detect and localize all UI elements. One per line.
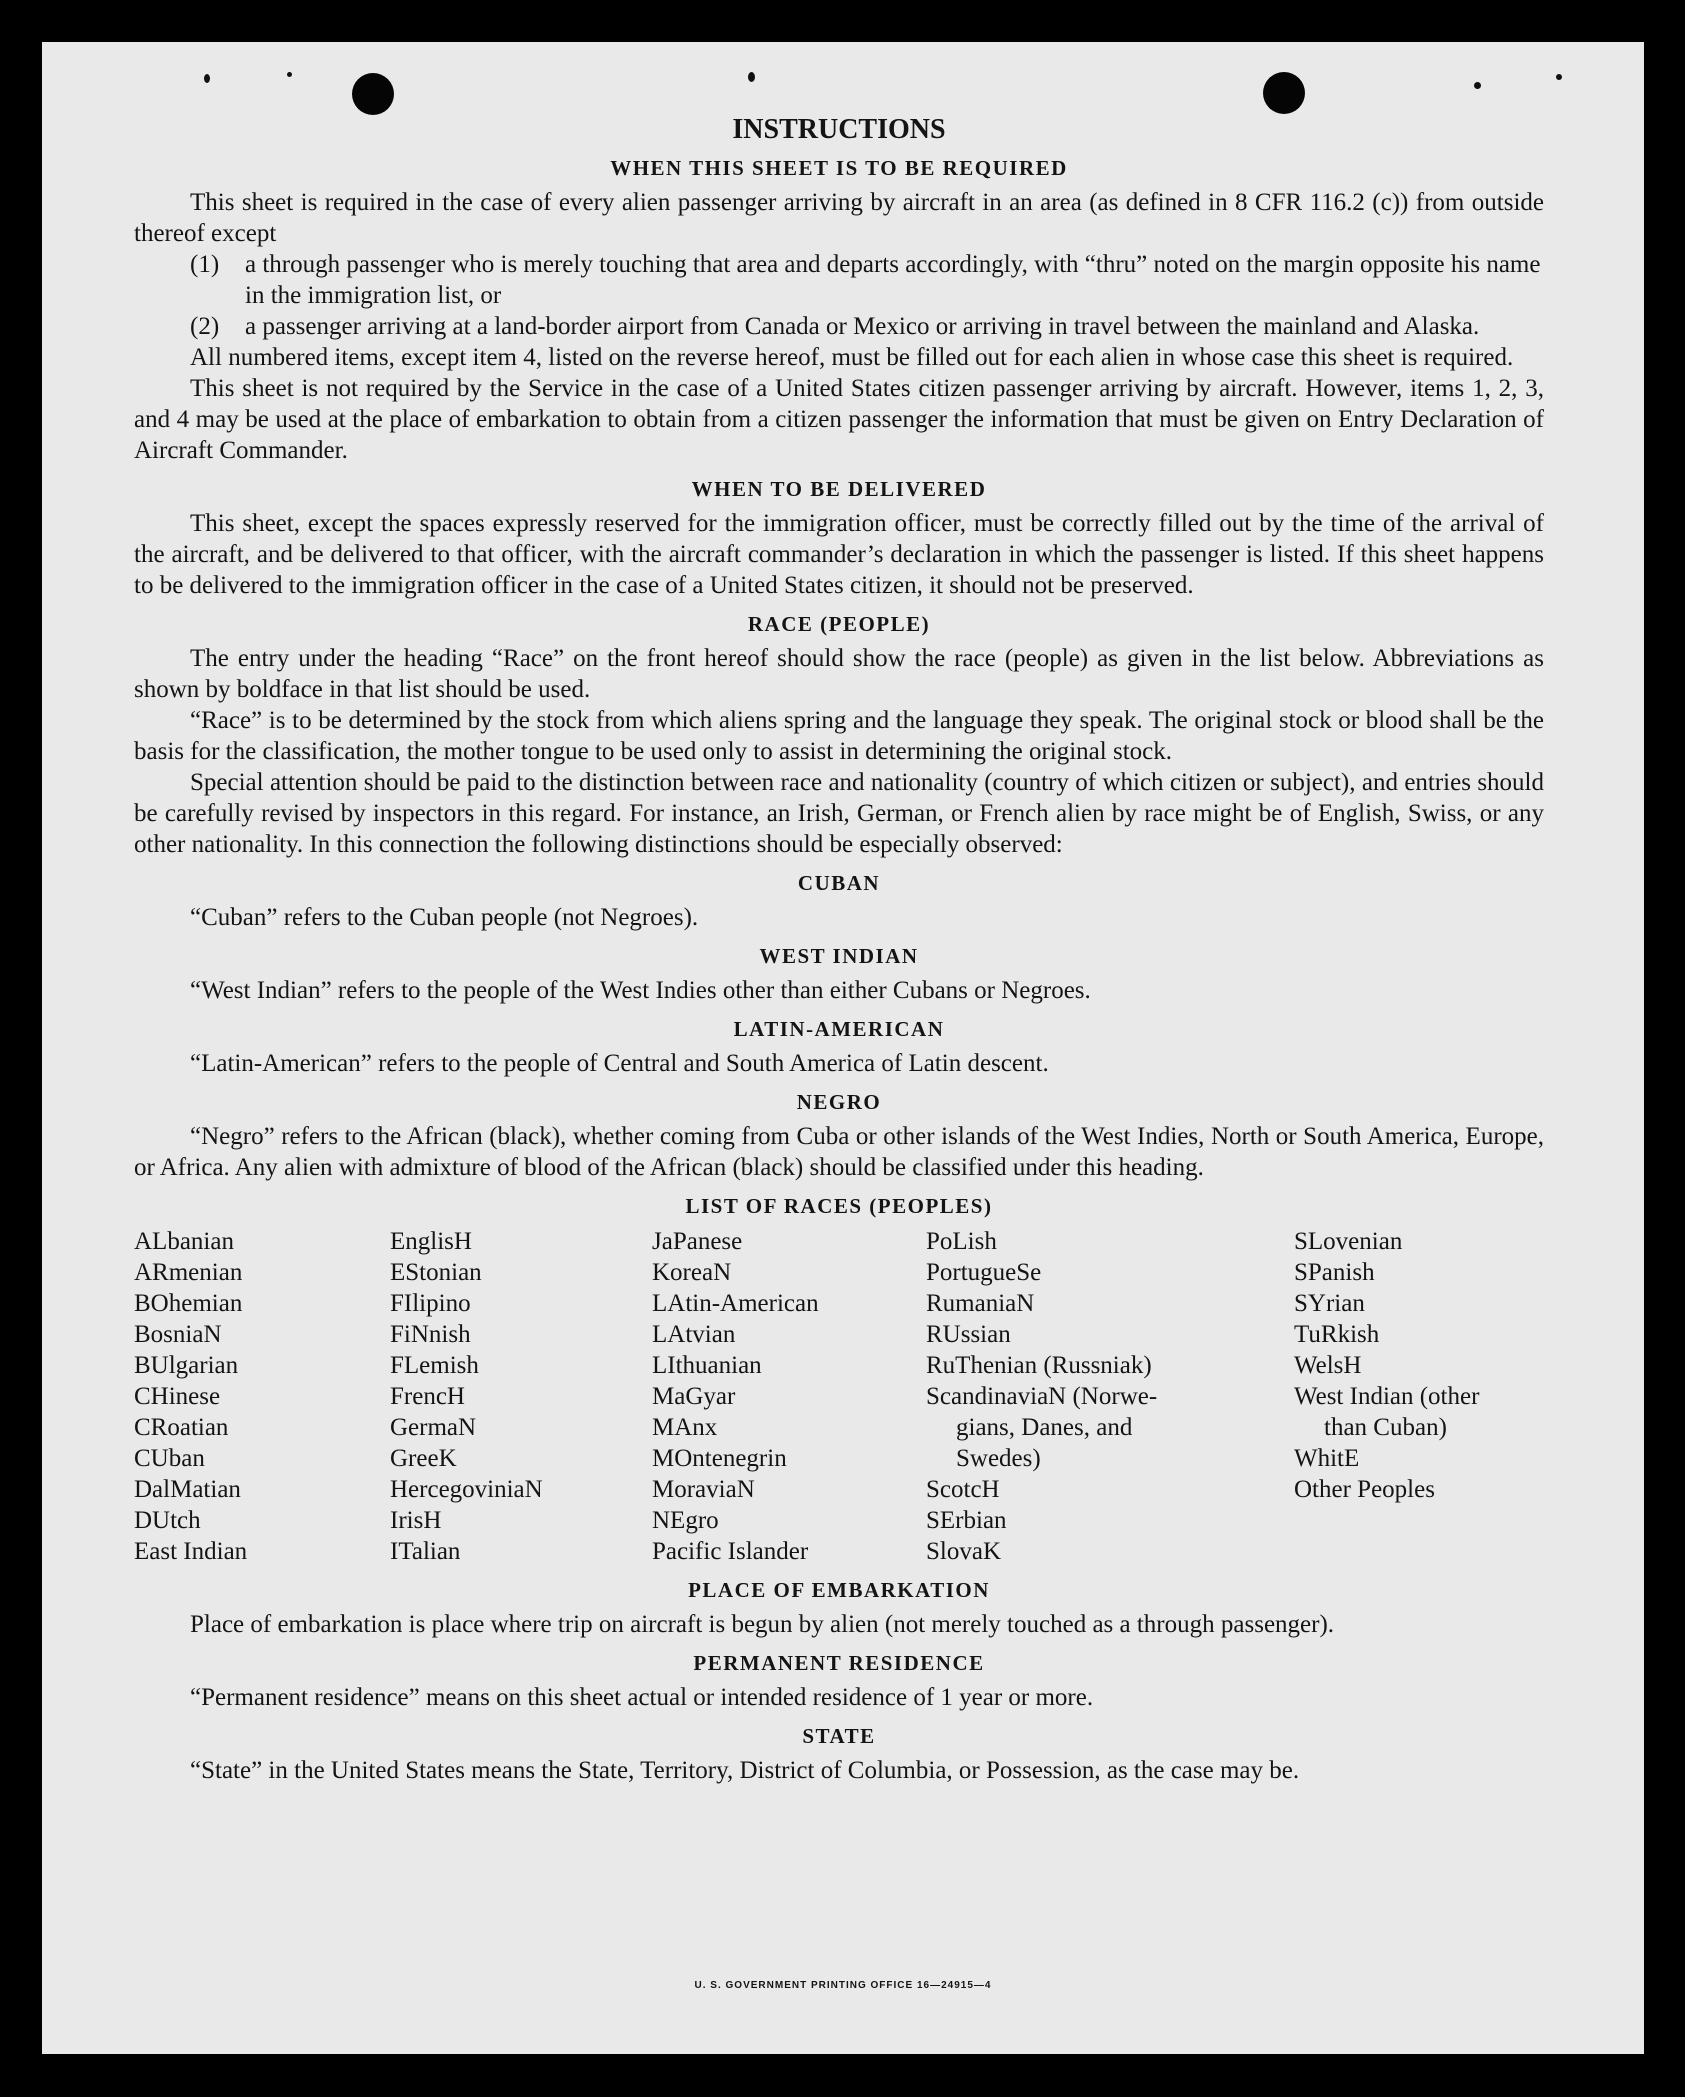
race-entry: Swedes) xyxy=(956,1445,1041,1472)
race-entry: GermaN xyxy=(390,1414,477,1441)
race-entry: RuThenian (Russniak) xyxy=(926,1352,1152,1379)
section-heading: STATE xyxy=(802,1724,876,1748)
paragraph: Place of embarkation is place where trip on aircraft is begun by alien (not merely touched as a through passenger). xyxy=(190,1611,1335,1638)
race-entry: CHinese xyxy=(134,1383,221,1410)
race-entry: SPanish xyxy=(1294,1259,1375,1286)
item-text: a passenger arriving at a land-border airport from Canada or Mexico or arriving in travel between the mainland and Alaska. xyxy=(245,313,1480,340)
race-entry: SYrian xyxy=(1294,1290,1365,1317)
race-entry: FLemish xyxy=(390,1352,479,1379)
section-heading: WHEN TO BE DELIVERED xyxy=(691,477,987,501)
race-column xyxy=(926,1226,1294,1567)
section-heading: LATIN-AMERICAN xyxy=(733,1017,945,1041)
race-entry: LAtvian xyxy=(652,1321,736,1348)
race-entry: MaGyar xyxy=(652,1383,736,1410)
race-entry: FIlipino xyxy=(390,1290,471,1317)
ink-speck xyxy=(1556,74,1562,80)
race-entry: MoraviaN xyxy=(652,1476,755,1503)
item-number: (2) xyxy=(190,313,220,340)
race-entry: than Cuban) xyxy=(1324,1414,1447,1441)
race-entry: SErbian xyxy=(926,1507,1007,1534)
punch-hole-left xyxy=(352,73,394,115)
race-entry: RumaniaN xyxy=(926,1290,1035,1317)
race-entry: IrisH xyxy=(390,1507,442,1534)
race-entry: CRoatian xyxy=(134,1414,229,1441)
race-entry: LIthuanian xyxy=(652,1352,762,1379)
race-entry: ALbanian xyxy=(134,1228,234,1255)
race-entry: WelsH xyxy=(1294,1352,1362,1379)
race-entry: West Indian (other xyxy=(1294,1383,1480,1410)
race-entry: MOntenegrin xyxy=(652,1445,787,1472)
race-entry: Pacific Islander xyxy=(652,1538,809,1565)
race-entry: CUban xyxy=(134,1445,205,1472)
race-entry: BUlgarian xyxy=(134,1352,239,1379)
paragraph: “Latin-American” refers to the people of Central and South America of Latin descent. xyxy=(190,1050,1049,1077)
race-entry: SLovenian xyxy=(1294,1228,1403,1255)
race-entry: BosniaN xyxy=(134,1321,222,1348)
instructions-text xyxy=(134,114,1544,1786)
race-entry: ScotcH xyxy=(926,1476,1000,1503)
punch-hole-right xyxy=(1263,72,1305,114)
race-entry: ARmenian xyxy=(134,1259,243,1286)
race-entry: RUssian xyxy=(926,1321,1011,1348)
ink-speck xyxy=(1474,82,1481,89)
paragraph: Special attention should be paid to the distinction between race and nationality (country of which citizen or subject), and entries should be carefully revised by inspectors in this regard. For instance, an Irish, German, or French alien by race might be of English, Swiss, or any other nationality. In this connection the following distinctions should be especially observed: xyxy=(134,769,1544,858)
race-entry: DalMatian xyxy=(134,1476,241,1503)
race-entry: ITalian xyxy=(390,1538,461,1565)
race-entry: FrencH xyxy=(390,1383,465,1410)
race-entry: NEgro xyxy=(652,1507,719,1534)
paragraph: “West Indian” refers to the people of the West Indies other than either Cubans or Negroes. xyxy=(190,977,1091,1004)
ink-speck xyxy=(748,72,755,82)
ink-speck xyxy=(204,74,210,83)
race-entry: GreeK xyxy=(390,1445,457,1472)
race-entry: East Indian xyxy=(134,1538,248,1565)
race-entry: JaPanese xyxy=(652,1228,743,1255)
section-heading: WEST INDIAN xyxy=(759,944,919,968)
section-heading: PERMANENT RESIDENCE xyxy=(693,1651,985,1675)
race-entry: HercegoviniaN xyxy=(390,1476,543,1503)
paragraph: The entry under the heading “Race” on the front hereof should show the race (people) as given in the list below. Abbreviations as shown by boldface in that list should be used. xyxy=(134,645,1544,703)
ink-speck xyxy=(287,72,292,77)
section-heading: PLACE OF EMBARKATION xyxy=(688,1578,990,1602)
item-text: a through passenger who is merely touching that area and departs accordingly, with “thru” noted on the margin opposite his name in the immigration list, or xyxy=(245,251,1541,309)
race-entry: WhitE xyxy=(1294,1445,1360,1472)
race-entry: gians, Danes, and xyxy=(956,1414,1133,1441)
race-column xyxy=(134,1226,390,1567)
section-heading: NEGRO xyxy=(796,1090,882,1114)
paragraph: This sheet is required in the case of every alien passenger arriving by aircraft in an area (as defined in 8 CFR 116.2 (c)) from outside thereof except xyxy=(134,189,1544,247)
exception-item xyxy=(134,249,1544,311)
paragraph: “Permanent residence” means on this sheet actual or intended residence of 1 year or more. xyxy=(190,1684,1094,1711)
page-title: INSTRUCTIONS xyxy=(732,114,946,145)
paragraph: “State” in the United States means the State, Territory, District of Columbia, or Possession, as the case may be. xyxy=(190,1757,1300,1784)
race-entry: FiNnish xyxy=(390,1321,471,1348)
section-heading: CUBAN xyxy=(797,871,881,895)
printer-imprint: U. S. GOVERNMENT PRINTING OFFICE 16—24915—4 xyxy=(694,1980,992,1991)
document-sheet xyxy=(42,42,1644,2054)
item-number: (1) xyxy=(190,251,220,278)
race-entry: Other Peoples xyxy=(1294,1476,1435,1503)
race-entry: PoLish xyxy=(926,1228,997,1255)
paragraph: “Race” is to be determined by the stock from which aliens spring and the language they speak. The original stock or blood shall be the basis for the classification, the mother tongue to be used only to assist in determining the original stock. xyxy=(134,707,1544,765)
race-list xyxy=(134,1226,1544,1567)
race-entry: EStonian xyxy=(390,1259,482,1286)
race-entry: TuRkish xyxy=(1294,1321,1380,1348)
race-entry: LAtin-American xyxy=(652,1290,819,1317)
section-heading: LIST OF RACES (PEOPLES) xyxy=(685,1194,993,1218)
race-entry: EnglisH xyxy=(390,1228,472,1255)
section-heading: WHEN THIS SHEET IS TO BE REQUIRED xyxy=(610,156,1068,180)
race-entry: KoreaN xyxy=(652,1259,732,1286)
race-column xyxy=(652,1226,926,1567)
section-heading: RACE (PEOPLE) xyxy=(747,612,931,636)
paragraph: This sheet is not required by the Service in the case of a United States citizen passenger arriving by aircraft. However, items 1, 2, 3, and 4 may be used at the place of embarkation to obtain from a citizen passenger the information that must be given on Entry Declaration of Aircraft Commander. xyxy=(134,375,1544,464)
exception-item xyxy=(134,311,1544,342)
race-column xyxy=(390,1226,652,1567)
race-entry: PortugueSe xyxy=(926,1259,1042,1286)
race-entry: BOhemian xyxy=(134,1290,243,1317)
race-entry: ScandinaviaN (Norwe- xyxy=(926,1383,1158,1410)
race-entry: DUtch xyxy=(134,1507,201,1534)
paragraph: This sheet, except the spaces expressly reserved for the immigration officer, must be correctly filled out by the time of the arrival of the aircraft, and be delivered to that officer, with the aircraft commander’s declaration in which the passenger is listed. If this sheet happens to be delivered to the immigration officer in the case of a United States citizen, it should not be preserved. xyxy=(134,510,1544,599)
paragraph: All numbered items, except item 4, listed on the reverse hereof, must be filled out for each alien in whose case this sheet is required. xyxy=(190,344,1514,371)
race-entry: MAnx xyxy=(652,1414,718,1441)
race-column xyxy=(1294,1226,1544,1567)
race-entry: SlovaK xyxy=(926,1538,1001,1565)
paragraph: “Negro” refers to the African (black), whether coming from Cuba or other islands of the West Indies, North or South America, Europe, or Africa. Any alien with admixture of blood of the African (black) should be classified under this heading. xyxy=(134,1123,1544,1181)
paragraph: “Cuban” refers to the Cuban people (not Negroes). xyxy=(190,904,699,931)
